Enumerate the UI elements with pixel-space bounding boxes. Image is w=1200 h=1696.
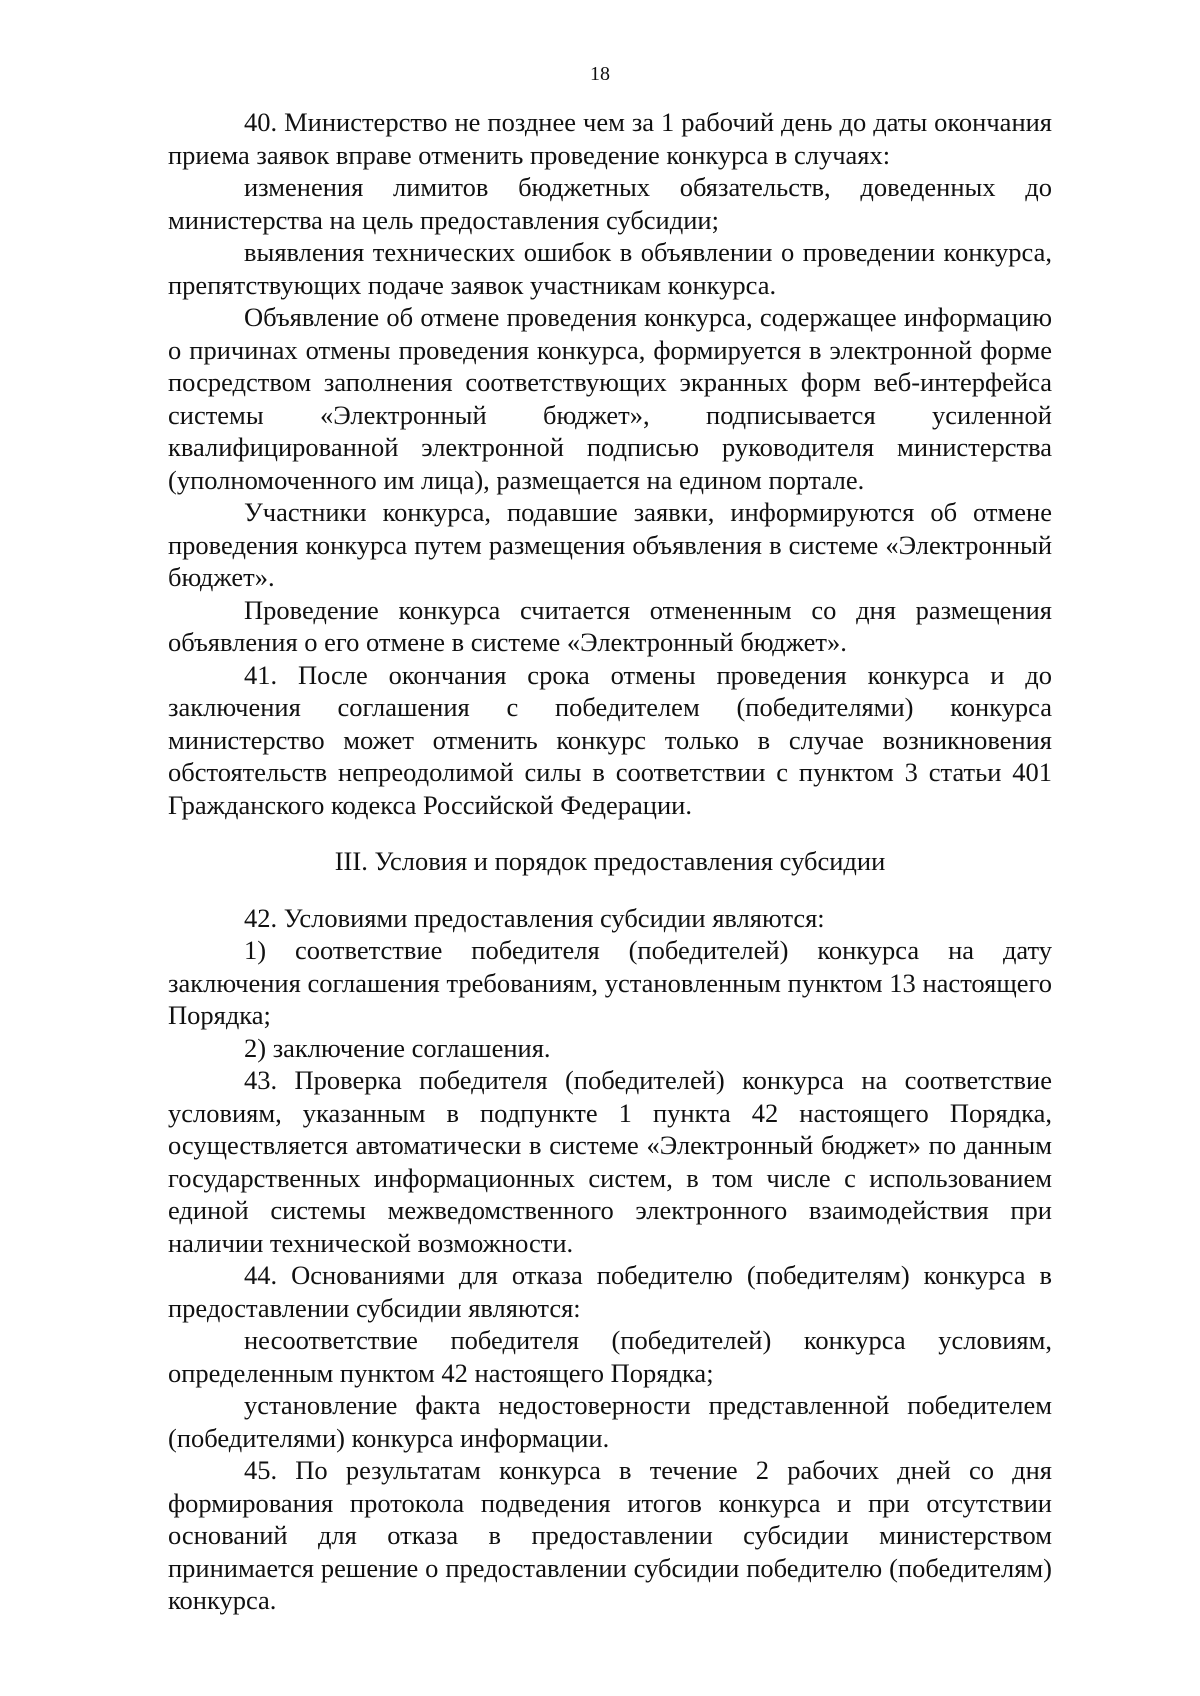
section-heading: III. Условия и порядок предоставления субсидии bbox=[334, 846, 886, 876]
paragraph-40-cancel-notice: Объявление об отмене проведения конкурса, содержащее информацию о причинах отмены проведения конкурса, формируется в электронной форме посредством заполнения соответствующих экранных форм веб-интерфейса системы «Электронный бюджет», подписывается усиленной квалифицированной электронной подписью руководителя министерства (уполномоченного им лица), размещается на едином портале. bbox=[168, 302, 1052, 495]
paragraph-42: 42. Условиями предоставления субсидии являются: bbox=[244, 902, 825, 933]
paragraph-40-cancelled-date: Проведение конкурса считается отмененным со дня размещения объявления о его отмене в системе «Электронный бюджет». bbox=[168, 594, 1052, 657]
paragraph-42-item-2: 2) заключение соглашения. bbox=[244, 1032, 551, 1063]
paragraph-40-case-errors: выявления технических ошибок в объявлении о проведении конкурса, препятствующих подаче заявок участникам конкурса. bbox=[168, 237, 1052, 300]
page-number: 18 bbox=[590, 63, 610, 85]
paragraph-40-case-limits: изменения лимитов бюджетных обязательств, доведенных до министерства на цель предоставления субсидии; bbox=[168, 172, 1052, 235]
paragraph-44: 44. Основаниями для отказа победителю (победителям) конкурса в предоставлении субсидии являются: bbox=[168, 1260, 1052, 1323]
paragraph-44-ground-1: несоответствие победителя (победителей) конкурса условиям, определенным пунктом 42 настоящего Порядка; bbox=[168, 1325, 1052, 1388]
paragraph-41: 41. После окончания срока отмены проведения конкурса и до заключения соглашения с победителем (победителями) конкурса министерство может отменить конкурс только в случае возникновения обстоятельств непреодолимой силы в соответствии с пунктом 3 статьи 401 Гражданского кодекса Российской Федерации. bbox=[168, 659, 1052, 820]
paragraph-40: 40. Министерство не позднее чем за 1 рабочий день до даты окончания приема заявок вправе отменить проведение конкурса в случаях: bbox=[168, 107, 1052, 170]
paragraph-44-ground-2: установление факта недостоверности представленной победителем (победителями) конкурса информации. bbox=[168, 1390, 1052, 1453]
document-body bbox=[168, 106, 1052, 1617]
paragraph-42-item-1: 1) соответствие победителя (победителей) конкурса на дату заключения соглашения требованиям, установленным пунктом 13 настоящего Порядка; bbox=[168, 935, 1052, 1030]
paragraph-40-participants-informed: Участники конкурса, подавшие заявки, информируются об отмене проведения конкурса путем размещения объявления в системе «Электронный бюджет». bbox=[168, 497, 1052, 592]
paragraph-45: 45. По результатам конкурса в течение 2 рабочих дней со дня формирования протокола подведения итогов конкурса и при отсутствии оснований для отказа в предоставлении субсидии министерством принимается решение о предоставлении субсидии победителю (победителям) конкурса. bbox=[168, 1455, 1052, 1615]
paragraph-43: 43. Проверка победителя (победителей) конкурса на соответствие условиям, указанным в подпункте 1 пункта 42 настоящего Порядка, осуществляется автоматически в системе «Электронный бюджет» по данным государственных информационных систем, в том числе с использованием единой системы межведомственного электронного взаимодействия при наличии технической возможности. bbox=[168, 1065, 1052, 1258]
